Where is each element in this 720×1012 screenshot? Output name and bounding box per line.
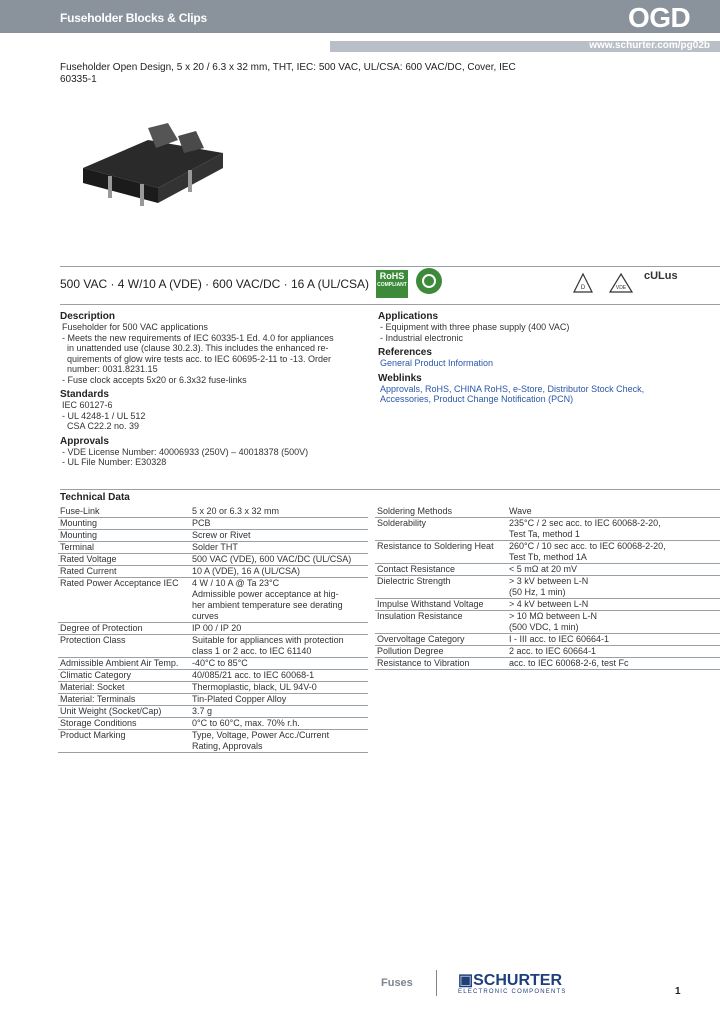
spec-label: Resistance to Vibration (375, 658, 507, 670)
spec-value (507, 599, 720, 611)
spec-label: Overvoltage Category (375, 634, 507, 646)
rating-summary: 500 VAC · 4 W/10 A (VDE) · 600 VAC/DC · 16 A (UL/CSA) (60, 277, 369, 291)
spec-value (507, 646, 720, 658)
left_sections-line: CSA C22.2 no. 39 (62, 421, 140, 431)
left_sections-heading: Standards (60, 389, 109, 400)
table-row (58, 554, 368, 566)
spec-value-line: her ambient temperature see derating (192, 600, 343, 610)
spec-value (190, 635, 368, 658)
left_sections-body (62, 322, 334, 385)
rohs-sub: COMPLIANT (377, 282, 407, 288)
spec-value (190, 554, 368, 566)
spec-value (507, 564, 720, 576)
left_sections-line: - VDE License Number: 40006933 (250V) – 40018378 (500V) (62, 446, 309, 457)
spec-label: Rated Voltage (58, 554, 190, 566)
spec-value-line: 40/085/21 acc. to IEC 60068-1 (192, 670, 315, 680)
table-row (375, 576, 720, 599)
spec-value-line: 0°C to 60°C, max. 70% r.h. (192, 718, 300, 728)
spec-label: Admissible Ambient Air Temp. (58, 658, 190, 670)
logo-subtitle: ELECTRONIC COMPONENTS (458, 989, 567, 995)
right_sections-line: - Industrial electronic (380, 332, 464, 343)
table-row (58, 542, 368, 554)
spec-value-line: Test Ta, method 1 (509, 529, 580, 539)
spec-value (190, 718, 368, 730)
spec-value (190, 682, 368, 694)
logo-mark: ▣ (458, 972, 474, 989)
technical-data-right-table (375, 506, 720, 670)
table-row (375, 518, 720, 541)
spec-label: Product Marking (58, 730, 190, 753)
spec-value (507, 611, 720, 634)
ul-approval-icon: cULus (644, 270, 678, 282)
spec-label: Material: Terminals (58, 694, 190, 706)
spec-label: Impulse Withstand Voltage (375, 599, 507, 611)
technical-data-left-table (58, 506, 368, 753)
separator-rating-bottom (60, 304, 720, 305)
table-row (58, 506, 368, 518)
spec-value-line: IP 00 / IP 20 (192, 623, 242, 633)
spec-value-line: Wave (509, 506, 532, 516)
schurter-logo (458, 970, 562, 990)
footer-divider (436, 970, 437, 996)
spec-value-line: I - III acc. to IEC 60664-1 (509, 634, 610, 644)
spec-value-line: > 10 MΩ between L-N (509, 611, 598, 621)
table-row (375, 564, 720, 576)
table-row (375, 646, 720, 658)
table-row (58, 682, 368, 694)
spec-value (190, 730, 368, 753)
spec-label: Rated Power Acceptance IEC (58, 578, 190, 623)
spec-label: Dielectric Strength (375, 576, 507, 599)
table-row (58, 635, 368, 658)
footer-category: Fuses (381, 977, 413, 989)
spec-label: Solderability (375, 518, 507, 541)
left_sections-heading: Description (60, 311, 116, 322)
spec-value (507, 541, 720, 564)
fuseholder-image (78, 118, 228, 208)
spec-label: Rated Current (58, 566, 190, 578)
spec-value (507, 576, 720, 599)
svg-text:D: D (580, 285, 586, 291)
spec-label: Material: Socket (58, 682, 190, 694)
left_sections-line: IEC 60127-6 (62, 400, 113, 410)
spec-label: Terminal (58, 542, 190, 554)
logo-text: SCHURTER (473, 972, 563, 989)
spec-label: Climatic Category (58, 670, 190, 682)
spec-value (190, 658, 368, 670)
table-row (375, 541, 720, 564)
spec-value-line: 2 acc. to IEC 60664-1 (509, 646, 597, 656)
spec-value-line: > 4 kV between L-N (509, 599, 589, 609)
separator-technical (60, 489, 720, 490)
spec-value-line: curves (192, 611, 219, 621)
spec-value-line: 10 A (VDE), 16 A (UL/CSA) (192, 566, 301, 576)
fuseholder-shape (83, 123, 223, 206)
table-row (58, 718, 368, 730)
left_sections-line: in unattended use (clause 30.2.3). This includes the enhanced re- (62, 343, 329, 353)
spec-label: Insulation Resistance (375, 611, 507, 634)
spec-value (507, 518, 720, 541)
right_sections-heading: Applications (378, 311, 439, 322)
spec-value (190, 530, 368, 542)
spec-value (190, 506, 368, 518)
vde-approval-icon (608, 272, 634, 294)
spec-label: Resistance to Soldering Heat (375, 541, 507, 564)
spec-value-line: class 1 or 2 acc. to IEC 61140 (192, 646, 312, 656)
spec-value (190, 578, 368, 623)
spec-value (190, 670, 368, 682)
left_sections-line: number: 0031.8231.15 (62, 364, 158, 374)
spec-value-line: 5 x 20 or 6.3 x 32 mm (192, 506, 280, 516)
spec-value (190, 623, 368, 635)
svg-text:VDE: VDE (615, 285, 627, 291)
left_sections-line: - Meets the new requirements of IEC 60335-1 Ed. 4.0 for appliances (62, 332, 334, 343)
spec-value-line: < 5 mΩ at 20 mV (509, 564, 578, 574)
spec-value-line: -40°C to 85°C (192, 658, 248, 668)
spec-value (190, 706, 368, 718)
table-row (375, 658, 720, 670)
spec-value-line: Test Tb, method 1A (509, 552, 587, 562)
environment-icon (416, 268, 442, 294)
spec-value-line: PCB (192, 518, 211, 528)
website-link[interactable]: www.schurter.com/pg02b (589, 40, 710, 51)
page-number: 1 (675, 986, 681, 997)
spec-value-line: Rating, Approvals (192, 741, 263, 751)
spec-value-line: Screw or Rivet (192, 530, 251, 540)
right_sections-line[interactable]: General Product Information (380, 358, 494, 368)
left_sections-heading: Approvals (60, 435, 109, 447)
table-row (375, 599, 720, 611)
right_sections-heading: References (378, 347, 432, 358)
right_sections-body (380, 358, 493, 369)
left_sections-line: - Fuse clock accepts 5x20 or 6.3x32 fuse-links (62, 374, 247, 385)
spec-value-line: Tin-Plated Copper Alloy (192, 694, 287, 704)
left_sections-line: - UL 4248-1 / UL 512 (62, 410, 146, 421)
spec-value (190, 694, 368, 706)
table-row (375, 506, 720, 518)
spec-value-line: Solder THT (192, 542, 238, 552)
right_sections-heading: Weblinks (378, 372, 422, 384)
spec-value-line: (50 Hz, 1 min) (509, 587, 566, 597)
spec-value-line: acc. to IEC 60068-2-6, test Fc (509, 658, 629, 668)
spec-value (507, 658, 720, 670)
spec-label: Soldering Methods (375, 506, 507, 518)
table-row (58, 670, 368, 682)
table-row (58, 530, 368, 542)
spec-value-line: Suitable for appliances with protection (192, 635, 344, 645)
spec-label: Mounting (58, 530, 190, 542)
table-row (375, 634, 720, 646)
product-code: OGD (628, 2, 691, 33)
right_sections-line[interactable]: Accessories, Product Change Notification (PCN) (380, 394, 574, 404)
spec-value-line: > 3 kV between L-N (509, 576, 589, 586)
spec-value (190, 518, 368, 530)
table-row (375, 611, 720, 634)
right_sections-body (380, 384, 644, 405)
table-row (58, 694, 368, 706)
spec-value-line: 260°C / 10 sec acc. to IEC 60068-2-20, (509, 541, 666, 551)
spec-value-line: 3.7 g (192, 706, 213, 716)
right_sections-line: - Equipment with three phase supply (400 VAC) (380, 322, 570, 332)
spec-value-line: 500 VAC (VDE), 600 VAC/DC (UL/CSA) (192, 554, 352, 564)
spec-label: Protection Class (58, 635, 190, 658)
table-row (58, 566, 368, 578)
url-bar (330, 41, 720, 52)
spec-value-line: Type, Voltage, Power Acc./Current (192, 730, 330, 740)
spec-value-line: Admissible power acceptance at hig- (192, 589, 339, 599)
separator-rating-top (60, 266, 720, 267)
spec-value (507, 506, 720, 518)
table-row (58, 578, 368, 623)
spec-label: Mounting (58, 518, 190, 530)
product-description: Fuseholder Open Design, 5 x 20 / 6.3 x 32 mm, THT, IEC: 500 VAC, UL/CSA: 600 VAC/DC, Cover, IEC 60335-1 (60, 62, 516, 85)
table-row (58, 730, 368, 753)
technical-data-title: Technical Data (60, 492, 130, 503)
spec-value (190, 542, 368, 554)
left_sections-line: Fuseholder for 500 VAC applications (62, 322, 208, 332)
spec-value-line: 4 W / 10 A @ Ta 23°C (192, 578, 280, 588)
spec-value-line: (500 VDC, 1 min) (509, 622, 579, 632)
table-row (58, 518, 368, 530)
right_sections-body (380, 322, 569, 343)
left_sections-line: - UL File Number: E30328 (62, 457, 167, 467)
spec-label: Fuse-Link (58, 506, 190, 518)
table-row (58, 706, 368, 718)
header-title: Fuseholder Blocks & Clips (60, 11, 208, 25)
spec-label: Degree of Protection (58, 623, 190, 635)
spec-label: Unit Weight (Socket/Cap) (58, 706, 190, 718)
de-approval-icon (572, 272, 594, 294)
left_sections-line: quirements of glow wire tests acc. to IEC 60695-2-11 to -13. Order (62, 353, 331, 364)
spec-label: Pollution Degree (375, 646, 507, 658)
rohs-label: RoHS (379, 271, 405, 281)
spec-label: Storage Conditions (58, 718, 190, 730)
table-row (58, 658, 368, 670)
spec-value (190, 566, 368, 578)
right_sections-line[interactable]: Approvals, RoHS, CHINA RoHS, e-Store, Distributor Stock Check, (380, 383, 645, 394)
left_sections-body (62, 447, 308, 468)
rohs-badge (376, 270, 408, 298)
header-band (0, 0, 720, 33)
spec-value-line: Thermoplastic, black, UL 94V-0 (192, 682, 317, 692)
left_sections-body (62, 400, 145, 432)
spec-value-line: 235°C / 2 sec acc. to IEC 60068-2-20, (509, 518, 661, 528)
table-row (58, 623, 368, 635)
spec-label: Contact Resistance (375, 564, 507, 576)
spec-value (507, 634, 720, 646)
